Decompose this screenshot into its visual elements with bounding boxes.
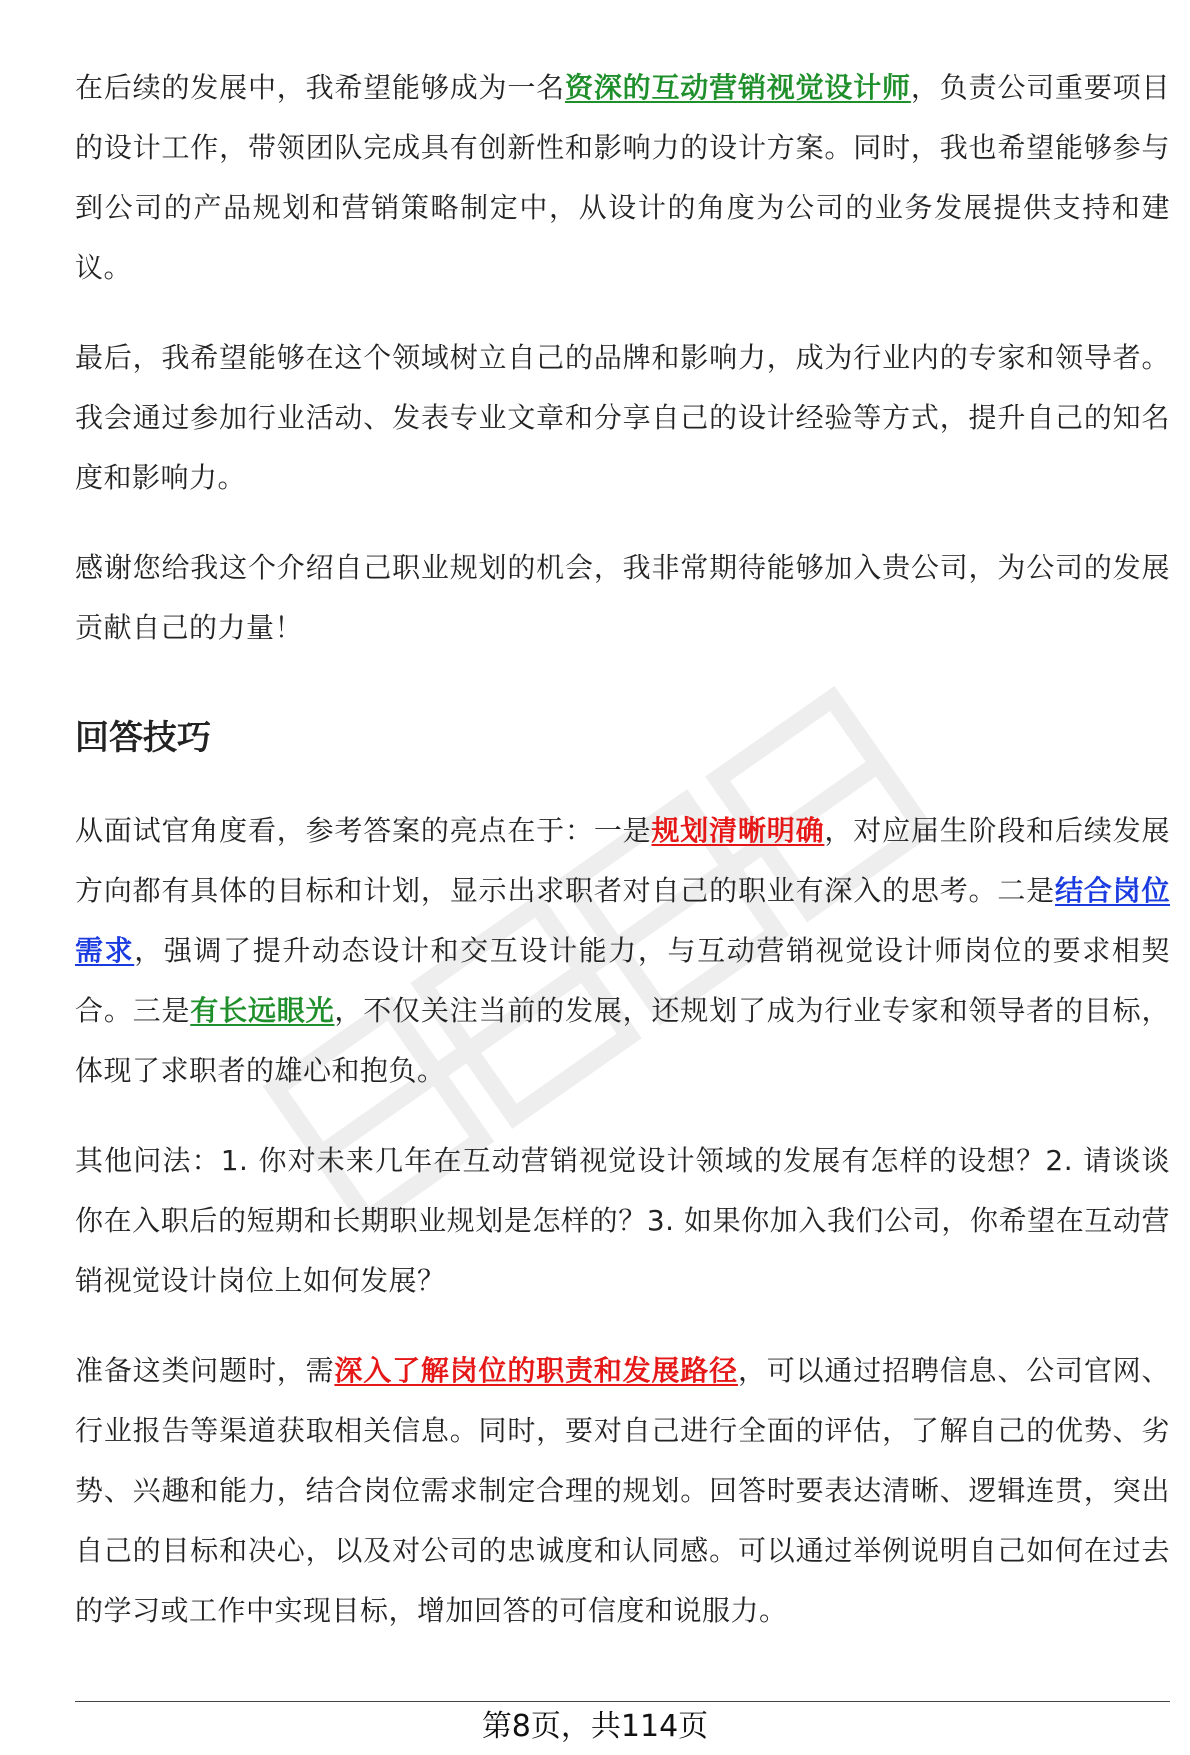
paragraph	[75, 801, 1170, 1101]
paragraph	[75, 1341, 1170, 1641]
paragraph-text: 其他问法：1. 你对未来几年在互动营销视觉设计领域的发展有怎样的设想？2. 请谈谈你在入职后的短期和长期职业规划是怎样的？3. 如果你加入我们公司，你希望在互动营销视觉设计岗位上如何发展？	[75, 1144, 1170, 1297]
highlight-text: 深入了解岗位的职责和发展路径	[334, 1354, 738, 1387]
section-title: 回答技巧	[75, 718, 211, 758]
answer-text	[75, 58, 1170, 658]
highlight-text: 规划清晰明确	[651, 814, 825, 847]
paragraph	[75, 1131, 1170, 1311]
paragraph-text: ，对应届生阶段和后续发展方向都有具体的目标和计划，显示出求职者对自己的职业有深入的思考。二是	[75, 814, 1170, 907]
paragraph-text: 准备这类问题时，需	[75, 1354, 335, 1387]
highlight-text: 有长远眼光	[190, 994, 335, 1027]
highlight-text: 资深的互动营销视觉设计师	[565, 71, 911, 104]
paragraph-text: 在后续的发展中，我希望能够成为一名	[75, 71, 565, 104]
tips-text	[75, 801, 1170, 1641]
footer-divider	[75, 1701, 1170, 1702]
paragraph	[75, 538, 1170, 658]
paragraph-text: ，负责公司重要项目的设计工作，带领团队完成具有创新性和影响力的设计方案。同时，我也希望能够参与到公司的产品规划和营销策略制定中，从设计的角度为公司的业务发展提供支持和建议。	[75, 71, 1170, 284]
paragraph	[75, 58, 1170, 298]
paragraph-text: 最后，我希望能够在这个领域树立自己的品牌和影响力，成为行业内的专家和领导者。我会通过参加行业活动、发表专业文章和分享自己的设计经验等方式，提升自己的知名度和影响力。	[75, 341, 1170, 494]
highlight-text: 结合岗位需求	[75, 874, 1170, 967]
paragraph-text: ，不仅关注当前的发展，还规划了成为行业专家和领导者的目标，体现了求职者的雄心和抱负。	[75, 994, 1170, 1087]
paragraph-text: 从面试官角度看，参考答案的亮点在于：一是	[75, 814, 652, 847]
paragraph-text: 感谢您给我这个介绍自己职业规划的机会，我非常期待能够加入贵公司，为公司的发展贡献自己的力量！	[75, 551, 1170, 644]
page-content	[75, 58, 1170, 1671]
paragraph	[75, 328, 1170, 508]
paragraph-text: ，可以通过招聘信息、公司官网、行业报告等渠道获取相关信息。同时，要对自己进行全面的评估，了解自己的优势、劣势、兴趣和能力，结合岗位需求制定合理的规划。回答时要表达清晰、逻辑连贯，突出自己的目标和决心，以及对公司的忠诚度和认同感。可以通过举例说明自己如何在过去的学习或工作中实现目标，增加回答的可信度和说服力。	[75, 1354, 1170, 1627]
page-number: 第8页，共114页	[481, 1709, 709, 1744]
paragraph-text: ，强调了提升动态设计和交互设计能力，与互动营销视觉设计师岗位的要求相契合。三是	[75, 934, 1170, 1027]
